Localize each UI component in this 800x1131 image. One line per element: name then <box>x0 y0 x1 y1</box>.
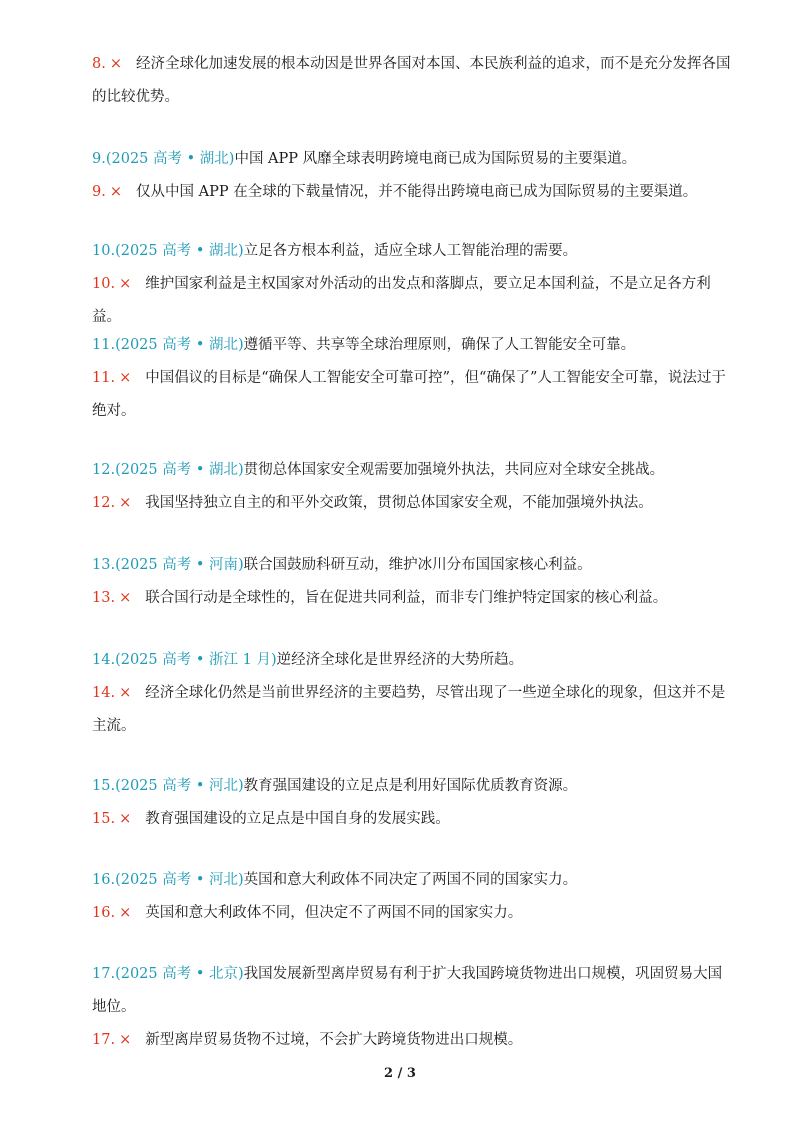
answer-text: 我国坚持独立自主的和平外交政策，贯彻总体国家安全观，不能加强境外执法。 <box>145 495 653 511</box>
answer-text: 联合国行动是全球性的，旨在促进共同利益，而非专门维护特定国家的核心利益。 <box>145 590 668 606</box>
question-line <box>92 454 732 487</box>
question-line <box>92 235 732 268</box>
question-source: (2025 高考 • 河南) <box>115 557 244 573</box>
answer-text: 经济全球化仍然是当前世界经济的主要趋势，尽管出现了一些逆全球化的现象，但这并不是主流。 <box>92 685 726 734</box>
question-source: (2025 高考 • 湖北) <box>105 151 235 167</box>
wrong-mark-icon: × <box>119 495 132 511</box>
answer-number: 13. <box>92 590 116 606</box>
question-text: 立足各方根本利益，适应全球人工智能治理的需要。 <box>243 243 578 259</box>
answer-number: 9. <box>92 184 106 200</box>
answer-line <box>92 897 732 930</box>
question-line <box>92 549 732 582</box>
question-text: 中国 APP 风靡全球表明跨境电商已成为国际贸易的主要渠道。 <box>234 151 637 167</box>
list-item-14 <box>92 644 732 743</box>
question-text: 教育强国建设的立足点是利用好国际优质教育资源。 <box>243 778 578 794</box>
question-number: 9. <box>92 151 106 167</box>
answer-line <box>92 176 732 209</box>
answer-text: 中国倡议的目标是“确保人工智能安全可靠可控”，但“确保了”人工智能安全可靠，说法过于绝对。 <box>92 370 726 419</box>
wrong-mark-icon: × <box>109 184 122 200</box>
question-text: 英国和意大利政体不同决定了两国不同的国家实力。 <box>243 872 578 888</box>
question-text: 遵循平等、共享等全球治理原则，确保了人工智能安全可靠。 <box>243 337 636 353</box>
question-text: 逆经济全球化是世界经济的大势所趋。 <box>276 652 524 668</box>
list-item-16 <box>92 864 732 930</box>
question-line <box>92 143 732 176</box>
answer-number: 10. <box>92 276 116 292</box>
question-number: 10. <box>92 243 116 259</box>
answer-number: 14. <box>92 685 116 701</box>
answer-text: 英国和意大利政体不同，但决定不了两国不同的国家实力。 <box>145 905 523 921</box>
answer-text: 教育强国建设的立足点是中国自身的发展实践。 <box>145 811 450 827</box>
list-item-10 <box>92 235 732 334</box>
question-source: (2025 高考 • 河北) <box>115 872 244 888</box>
answer-line <box>92 268 732 334</box>
page-number: 2 / 3 <box>384 1066 416 1081</box>
question-text: 我国发展新型离岸贸易有利于扩大我国跨境货物进出口规模，巩固贸易大国地位。 <box>92 966 723 1015</box>
list-item-11 <box>92 329 732 428</box>
wrong-mark-icon: × <box>119 1032 132 1048</box>
wrong-mark-icon: × <box>119 811 132 827</box>
list-item-15 <box>92 770 732 836</box>
answer-text: 新型离岸贸易货物不过境，不会扩大跨境货物进出口规模。 <box>145 1032 523 1048</box>
question-line <box>92 770 732 803</box>
answer-number: 12. <box>92 495 116 511</box>
answer-number: 15. <box>92 811 116 827</box>
wrong-mark-icon: × <box>119 685 132 701</box>
wrong-mark-icon: × <box>119 370 132 386</box>
answer-number: 11. <box>92 370 116 386</box>
answer-line <box>92 48 732 114</box>
question-number: 15. <box>92 778 116 794</box>
wrong-mark-icon: × <box>109 56 122 72</box>
list-item-12 <box>92 454 732 520</box>
question-line <box>92 644 732 677</box>
question-number: 11. <box>92 337 116 353</box>
question-number: 14. <box>92 652 116 668</box>
answer-number: 17. <box>92 1032 116 1048</box>
wrong-mark-icon: × <box>119 905 132 921</box>
question-number: 13. <box>92 557 116 573</box>
question-number: 12. <box>92 462 116 478</box>
question-source: (2025 高考 • 河北) <box>115 778 244 794</box>
answer-number: 8. <box>92 56 106 72</box>
answer-line <box>92 1024 732 1057</box>
question-source: (2025 高考 • 浙江 1 月) <box>115 652 277 668</box>
answer-line <box>92 582 732 615</box>
question-text: 联合国鼓励科研互动，维护冰川分布国国家核心利益。 <box>243 557 592 573</box>
wrong-mark-icon: × <box>119 276 132 292</box>
question-text: 贯彻总体国家安全观需要加强境外执法，共同应对全球安全挑战。 <box>243 462 665 478</box>
question-line <box>92 329 732 362</box>
answer-line <box>92 803 732 836</box>
answer-line <box>92 677 732 743</box>
list-item-17 <box>92 958 732 1057</box>
answer-number: 16. <box>92 905 116 921</box>
answer-line <box>92 362 732 428</box>
question-source: (2025 高考 • 湖北) <box>115 243 244 259</box>
question-line <box>92 864 732 897</box>
answer-text: 经济全球化加速发展的根本动因是世界各国对本国、本民族利益的追求，而不是充分发挥各国的比较优势。 <box>92 56 731 105</box>
answer-line <box>92 487 732 520</box>
answer-text: 维护国家利益是主权国家对外活动的出发点和落脚点，要立足本国利益，不是立足各方利益。 <box>92 276 711 325</box>
list-item-13 <box>92 549 732 615</box>
question-line <box>92 958 732 1024</box>
list-item-8 <box>92 48 732 114</box>
question-source: (2025 高考 • 湖北) <box>115 462 244 478</box>
question-number: 16. <box>92 872 116 888</box>
question-source: (2025 高考 • 湖北) <box>115 337 244 353</box>
wrong-mark-icon: × <box>119 590 132 606</box>
answer-text: 仅从中国 APP 在全球的下载量情况，并不能得出跨境电商已成为国际贸易的主要渠道。 <box>136 184 698 200</box>
question-number: 17. <box>92 966 116 982</box>
list-item-9 <box>92 143 732 209</box>
question-source: (2025 高考 • 北京) <box>115 966 244 982</box>
